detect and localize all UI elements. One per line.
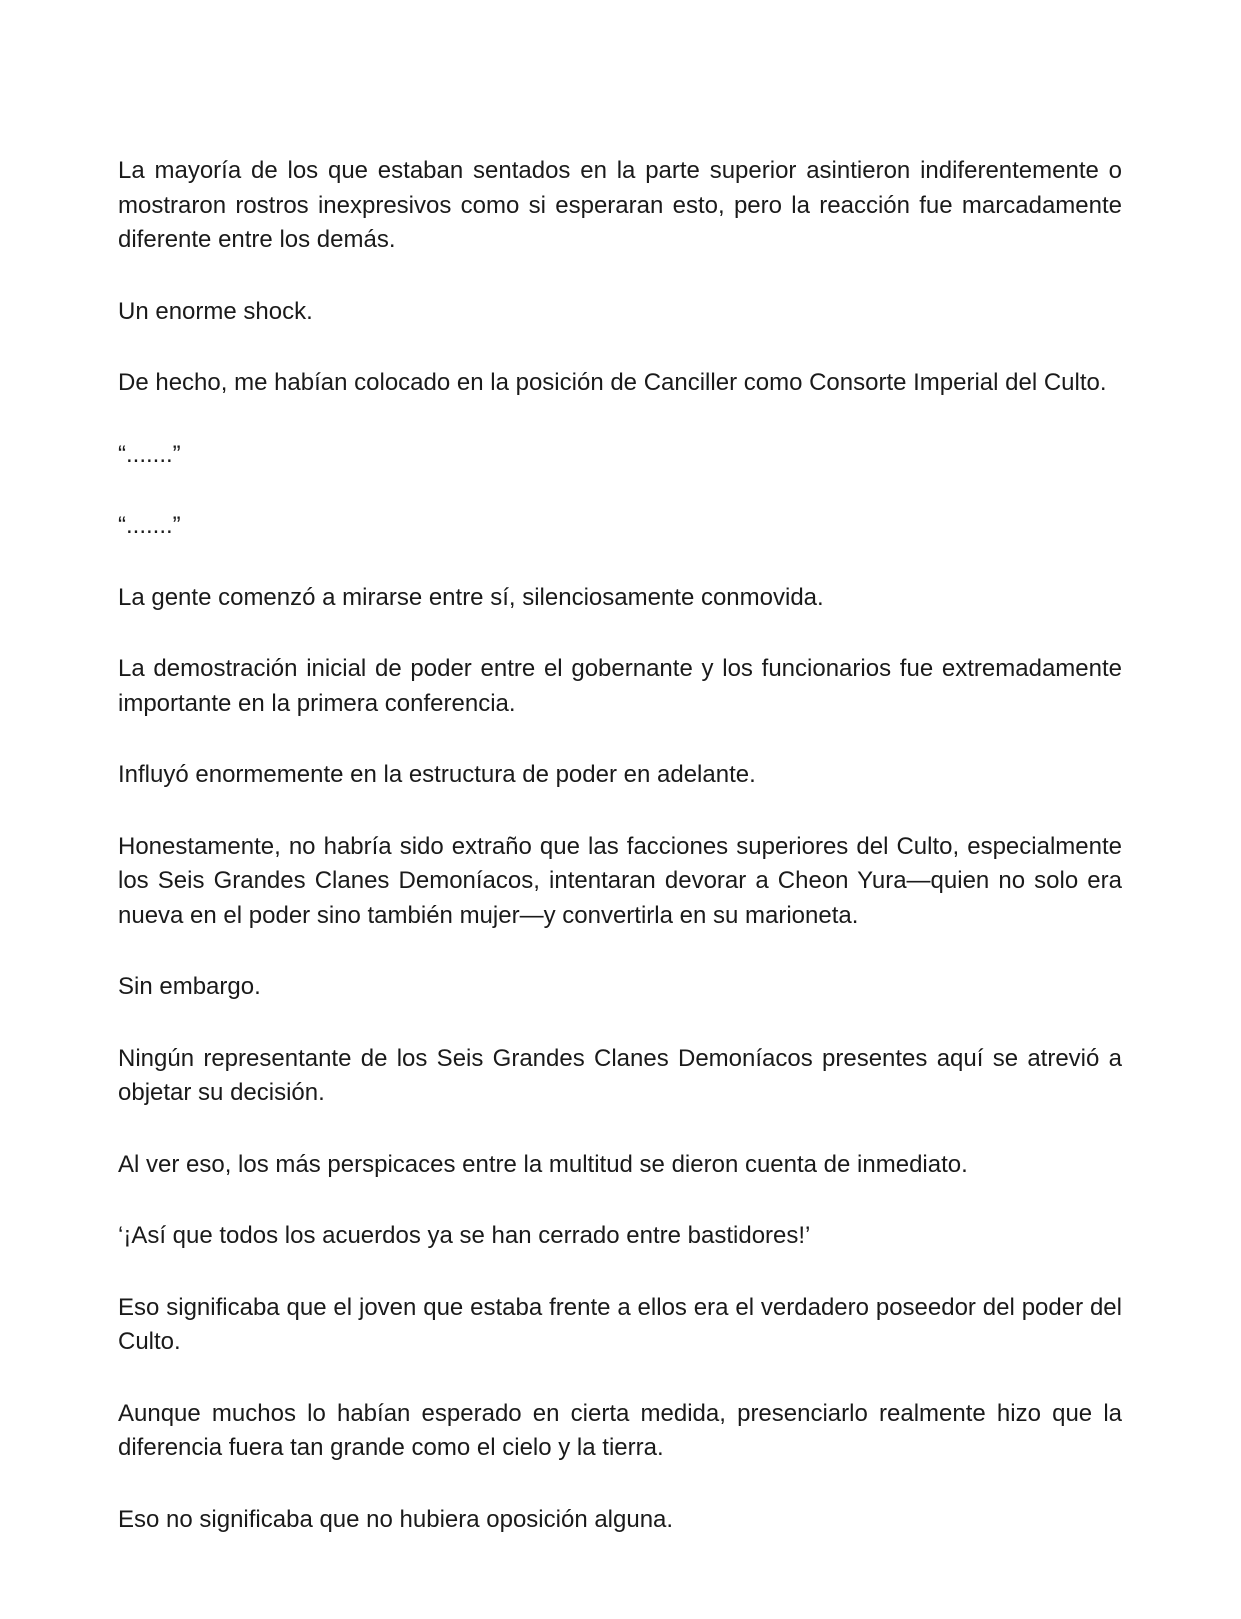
paragraph: Aunque muchos lo habían esperado en cierta medida, presenciarlo realmente hizo que la diferencia fuera tan grande como el cielo y la tierra. [118,1399,1122,1461]
paragraph: Eso significaba que el joven que estaba frente a ellos era el verdadero poseedor del poder del Culto. [118,1293,1122,1355]
paragraph: Influyó enormemente en la estructura de poder en adelante. [118,761,756,788]
paragraph: Eso no significaba que no hubiera oposición alguna. [118,1505,674,1533]
dialogue-line: “.......” [118,440,181,468]
paragraph: Ningún representante de los Seis Grandes Clanes Demoníacos presentes aquí se atrevió a objetar su decisión. [118,1044,1122,1106]
dialogue-line: “.......” [118,512,181,539]
document-body [118,154,1122,1574]
paragraph: Honestamente, no habría sido extraño que las facciones superiores del Culto, especialmente los Seis Grandes Clanes Demoníacos, intentaran devorar a Cheon Yura—quien no solo era nueva en el poder sino también mujer—y convertirla en su marioneta. [118,832,1122,929]
paragraph: Un enorme shock. [118,297,313,325]
paragraph: De hecho, me habían colocado en la posición de Canciller como Consorte Imperial del Culto. [118,369,1107,396]
paragraph: La gente comenzó a mirarse entre sí, silenciosamente conmovida. [118,583,824,611]
paragraph: La mayoría de los que estaban sentados en la parte superior asintieron indiferentemente o mostraron rostros inexpresivos como si esperaran esto, pero la reacción fue marcadamente diferente entre los demás. [118,157,1122,253]
paragraph: La demostración inicial de poder entre el gobernante y los funcionarios fue extremadamente importante en la primera conferencia. [118,655,1122,717]
paragraph: Al ver eso, los más perspicaces entre la multitud se dieron cuenta de inmediato. [118,1150,968,1178]
thought-line: ‘¡Así que todos los acuerdos ya se han cerrado entre bastidores!’ [118,1222,811,1249]
paragraph: Sin embargo. [118,973,261,1000]
